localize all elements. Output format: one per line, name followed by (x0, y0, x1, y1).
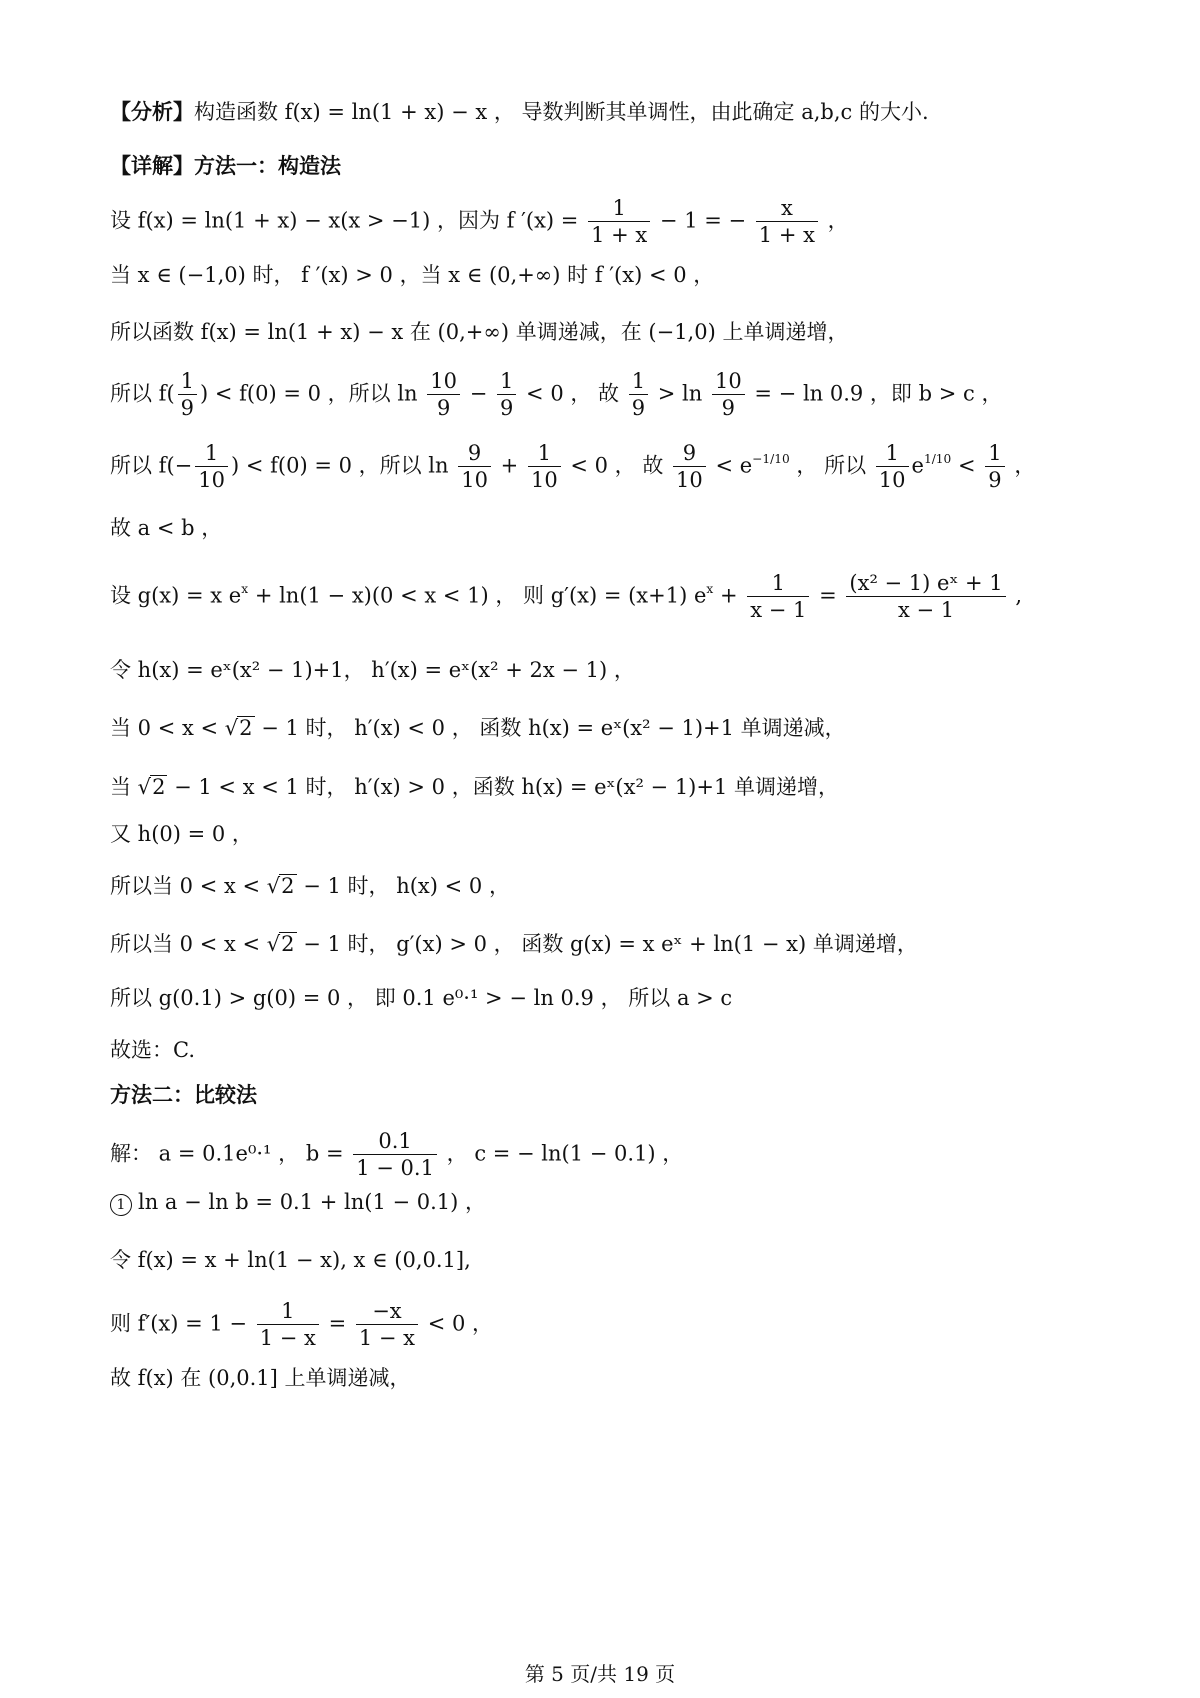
fraction (257, 1298, 319, 1352)
text-segment: , (1015, 583, 1023, 608)
text-segment: − 1 时， h(x) < 0 ， (303, 874, 510, 898)
sqrt-radicand: 2 (152, 775, 166, 799)
fraction (356, 1298, 418, 1352)
numerator: 10 (712, 368, 745, 395)
numerator: 1 (528, 440, 561, 467)
text-segment: 所以 f(− (110, 453, 193, 478)
denominator: x − 1 (750, 598, 807, 623)
method2-line-5: 故 f(x) 在 (0,0.1] 上单调递减， (110, 1366, 411, 1390)
numerator: (x² − 1) eˣ + 1 (846, 570, 1005, 597)
method1-line-4 (110, 368, 1002, 422)
text-segment: + ln(1 − x)(0 < x < 1) ， 则 g′(x) = (x+1) e (254, 583, 707, 608)
text-segment: + (719, 583, 738, 608)
text-segment: − 1 时， h′(x) < 0 ， 函数 h(x) = eˣ(x² − 1)+1 单调递减， (261, 716, 846, 740)
numerator: 9 (673, 440, 706, 467)
text-segment: = (819, 583, 837, 608)
numerator: 1 (497, 368, 516, 395)
sqrt-radicand: 2 (281, 874, 295, 898)
numerator: 1 (629, 368, 648, 395)
text-segment: 解： a = 0.1e⁰·¹ ， b = (110, 1141, 344, 1166)
text-segment: > ln (657, 381, 703, 406)
fraction (528, 440, 561, 494)
circled-number: 1 (110, 1194, 132, 1216)
method1-line-5 (110, 440, 1035, 494)
fraction (985, 440, 1004, 494)
fraction (673, 440, 706, 494)
text-segment: < 0 ， 故 (526, 381, 620, 406)
denominator: 9 (988, 468, 1002, 493)
denominator: 9 (721, 396, 736, 421)
denominator: 1 + x (591, 223, 648, 248)
text-segment: < (957, 453, 976, 478)
method1-line-12: 所以当 0 < x < √2 − 1 时， h(x) < 0 ， (110, 874, 510, 898)
sqrt-radicand: 2 (239, 716, 253, 740)
method1-line-7 (110, 570, 1022, 624)
numerator: 1 (178, 368, 197, 395)
method1-line-15: 故选：C. (110, 1038, 195, 1062)
denominator: 1 − x (259, 1326, 316, 1351)
fraction (497, 368, 516, 422)
text-segment: − 1 < x < 1 时， h′(x) > 0 ，函数 h(x) = eˣ(x² − 1)+1 单调递增， (174, 775, 839, 799)
text-segment: < 0 ， (427, 1311, 494, 1336)
denominator: 1 + x (758, 223, 815, 248)
analysis-tag: 【分析】 (110, 100, 194, 124)
method2-line-1 (110, 1128, 683, 1182)
fraction (178, 368, 197, 422)
exponent: −1/10 (752, 452, 790, 467)
fraction (588, 195, 650, 249)
method2-title: 方法二：比较法 (110, 1083, 257, 1107)
numerator: 1 (985, 440, 1004, 467)
text-segment: − (469, 381, 488, 406)
text-segment: − 1 = − (659, 208, 747, 233)
numerator: 0.1 (353, 1128, 437, 1155)
denominator: 10 (530, 468, 558, 493)
denominator: 9 (436, 396, 451, 421)
fraction (876, 440, 909, 494)
text-segment: ， (827, 208, 849, 233)
method1-line-6: 故 a < b ， (110, 516, 223, 540)
denominator: x − 1 (897, 598, 955, 623)
numerator: 1 (257, 1298, 319, 1325)
method1-line-9: 当 0 < x < √2 − 1 时， h′(x) < 0 ， 函数 h(x) = eˣ(x² − 1)+1 单调递减， (110, 716, 846, 740)
method1-line-8: 令 h(x) = eˣ(x² − 1)+1， h′(x) = eˣ(x² + 2x − 1) ， (110, 658, 635, 682)
analysis-text: 构造函数 f(x) = ln(1 + x) − x ， 导数判断其单调性，由此确定 a,b,c 的大小. (194, 100, 929, 124)
text-segment: 设 g(x) = x e (110, 583, 242, 608)
exponent: 1/10 (923, 452, 952, 467)
fraction (712, 368, 745, 422)
exponent: x (241, 582, 249, 597)
method1-line-3: 所以函数 f(x) = ln(1 + x) − x 在 (0,+∞) 单调递减，在 (−1,0) 上单调递增， (110, 320, 849, 344)
page-footer: 第 5 页/共 19 页 (524, 1662, 676, 1686)
denominator: 10 (676, 468, 703, 493)
text-segment: ， (1014, 453, 1036, 478)
text-segment: = (328, 1311, 347, 1336)
numerator: 1 (588, 195, 650, 222)
method1-line-10: 当 √2 − 1 < x < 1 时， h′(x) > 0 ，函数 h(x) = eˣ(x² − 1)+1 单调递增， (110, 775, 839, 799)
method2-line-3: 令 f(x) = x + ln(1 − x), x ∈ (0,0.1], (110, 1248, 471, 1272)
denominator: 10 (461, 468, 488, 493)
fraction (747, 570, 809, 624)
text-segment: 所以 f( (110, 381, 175, 406)
detail-tag: 【详解】 (110, 154, 194, 178)
denominator: 9 (631, 396, 646, 421)
denominator: 10 (198, 468, 225, 493)
denominator: 10 (878, 468, 906, 493)
numerator: x (756, 195, 818, 222)
method1-line-13: 所以当 0 < x < √2 − 1 时， g′(x) > 0 ， 函数 g(x) = x eˣ + ln(1 − x) 单调递增， (110, 932, 918, 956)
text-segment: − 1 时， g′(x) > 0 ， 函数 g(x) = x eˣ + ln(1 − x) 单调递增， (303, 932, 918, 956)
text-segment: 当 (110, 775, 131, 799)
method1-line-14: 所以 g(0.1) > g(0) = 0 ， 即 0.1 e⁰·¹ > − ln 0.9 ， 所以 a > c (110, 986, 733, 1010)
fraction (353, 1128, 437, 1182)
fraction (629, 368, 648, 422)
text-segment: = − ln 0.9 ，即 b > c ， (754, 381, 1003, 406)
denominator: 9 (499, 396, 514, 421)
fraction (846, 570, 1005, 624)
exponent: x (706, 582, 714, 597)
fraction (756, 195, 818, 249)
text-segment: ， 所以 (796, 453, 867, 478)
detail-heading (110, 156, 341, 177)
text-segment: 所以当 0 < x < (110, 932, 261, 956)
numerator: 1 (747, 570, 809, 597)
text-segment: < 0 ， 故 (570, 453, 664, 478)
denominator: 1 − x (358, 1326, 416, 1351)
method1-line-11: 又 h(0) = 0 ， (110, 822, 253, 846)
text-segment: 所以当 0 < x < (110, 874, 261, 898)
denominator: 1 − 0.1 (356, 1156, 434, 1181)
text-segment: 设 f(x) = ln(1 + x) − x(x > −1) ，因为 f ′(x) = (110, 208, 579, 233)
fraction (458, 440, 491, 494)
text-segment: ) < f(0) = 0 ，所以 ln (230, 453, 449, 478)
analysis-line (110, 102, 929, 123)
method1-line-2: 当 x ∈ (−1,0) 时， f ′(x) > 0 ，当 x ∈ (0,+∞) 时 f ′(x) < 0 ， (110, 263, 715, 287)
denominator: 9 (180, 396, 195, 421)
method2-line-4 (110, 1298, 493, 1352)
sqrt-radicand: 2 (281, 932, 295, 956)
numerator: 1 (195, 440, 228, 467)
fraction (195, 440, 228, 494)
text-segment: + (500, 453, 519, 478)
numerator: 10 (427, 368, 460, 395)
numerator: −x (356, 1298, 418, 1325)
method2-line-2 (110, 1192, 486, 1216)
method1-line-1 (110, 195, 849, 249)
text-segment: < e (715, 453, 753, 478)
numerator: 9 (458, 440, 491, 467)
numerator: 1 (876, 440, 909, 467)
text-segment: 则 f′(x) = 1 − (110, 1311, 248, 1336)
text-segment: ， c = − ln(1 − 0.1) ， (446, 1141, 684, 1166)
text-segment: ln a − ln b = 0.1 + ln(1 − 0.1) ， (138, 1190, 487, 1214)
method1-title: 方法一：构造法 (194, 154, 341, 178)
text-segment: ) < f(0) = 0 ，所以 ln (200, 381, 418, 406)
text-segment: e (911, 453, 924, 478)
fraction (427, 368, 460, 422)
text-segment: 当 0 < x < (110, 716, 219, 740)
